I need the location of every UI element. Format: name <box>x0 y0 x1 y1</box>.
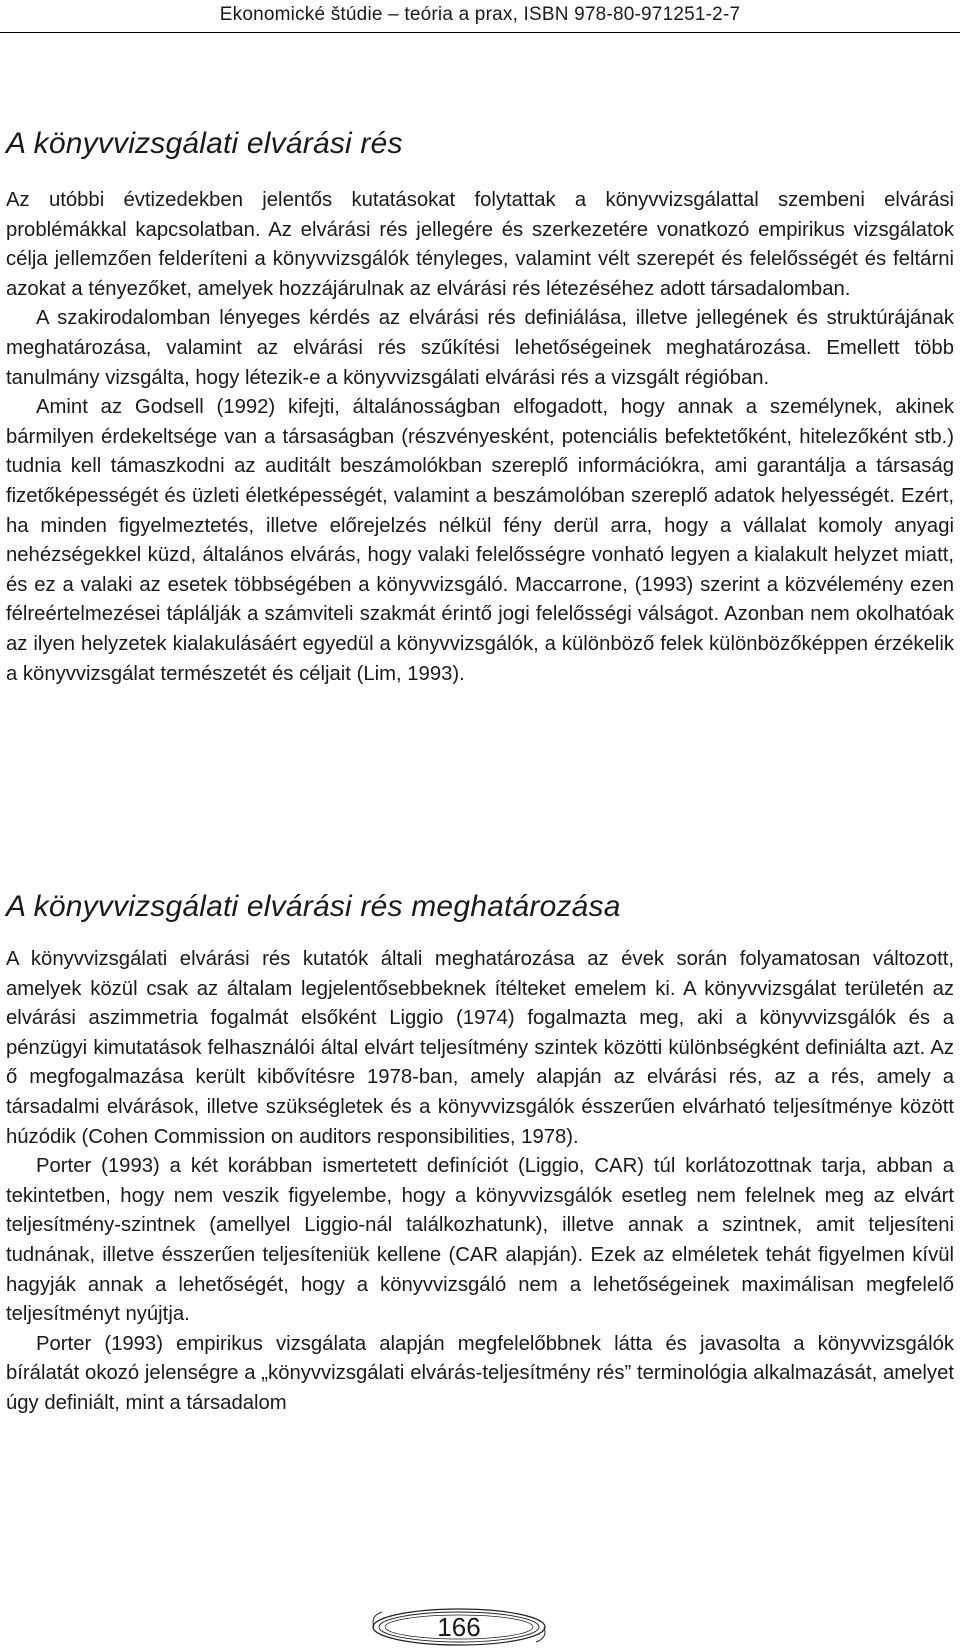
section-expectation-gap <box>6 125 954 689</box>
section-expectation-gap-definition <box>6 888 954 1419</box>
section-heading: A könyvvizsgálati elvárási rés <box>6 127 403 160</box>
running-header: Ekonomické štúdie – teória a prax, ISBN 978-80-971251-2-7 <box>219 4 741 25</box>
body-paragraph: A szakirodalomban lényeges kérdés az elvárási rés definiálása, illetve jellegének és struktúrájának meghatározása, valamint az elvárási rés szűkítési lehetőségeinek meghatározása. Emellett több tanulmány vizsgálta, hogy létezik-e a könyvvizsgálati elvárási rés a vizsgált régióban. <box>6 307 954 389</box>
body-paragraph: Porter (1993) empirikus vizsgálata alapján megfelelőbbnek látta és javasolta a könyvvizsgálók bírálatát okozó jelenségre a „könyvvizsgálati elvárás-teljesítmény rés” terminológia alkalmazását, amelyet úgy definiált, mint a társadalom <box>6 1332 954 1414</box>
body-paragraph: Az utóbbi évtizedekben jelentős kutatásokat folytattak a könyvvizsgálattal szembeni elvárási problémákkal kapcsolatban. Az elvárási rés jellegére és szerkezetére vonatkozó empirikus vizsgálatok célja jellemzően felderíteni a könyvvizsgálók tényleges, valamint vélt szerepét és felelősségét és feltárni azokat a tényezőket, amelyek hozzájárulnak az elvárási rés létezéséhez adott társadalomban. <box>6 189 954 300</box>
page-number-badge <box>368 1604 550 1648</box>
header-divider <box>0 32 960 33</box>
body-paragraph: A könyvvizsgálati elvárási rés kutatók általi meghatározása az évek során folyamatosan változott, amelyek közül csak az általam legjelentősebbeknek ítélteket emelem ki. A könyvvizsgálat területén az elvárási aszimmetria fogalmát elsőként Liggio (1974) fogalmazta meg, aki a könyvvizsgálók és a pénzügyi kimutatások felhasználói által elvárt teljesítmény szintek közötti különbségként definiálta azt. Az ő megfogalmazása került kibővítésre 1978-ban, amely alapján az elvárási rés, az a rés, amely a társadalmi elvárások, illetve szükségletek és a könyvvizsgálók ésszerűen elvárható teljesítménye között húzódik (Cohen Commission on auditors responsibilities, 1978). <box>6 948 954 1148</box>
body-paragraph: Porter (1993) a két korábban ismertetett definíciót (Liggio, CAR) túl korlátozottnak tarja, abban a tekintetben, hogy nem veszik figyelembe, hogy a könyvvizsgálók esetleg nem felelnek meg az elvárt teljesítmény-szintnek (amellyel Liggio-nál találkozhatunk), illetve annak a szintnek, amit teljesíteni tudnának, illetve ésszerűen teljesíteniük kellene (CAR alapján). Ezek az elméletek tehát figyelmen kívül hagyják annak a lehetőségét, hogy a könyvvizsgáló nem a lehetőségeinek maximálisan megfelelő teljesítményt nyújtja. <box>6 1155 954 1326</box>
body-paragraph: Amint az Godsell (1992) kifejti, általánosságban elfogadott, hogy annak a személynek, akinek bármilyen érdekeltsége van a társaságban (részvényesként, potenciális befektetőként, hitelezőként stb.) tudnia kell támaszkodni az auditált beszámolókban szereplő információkra, ami garantálja a társaság fizetőképességét és üzleti életképességét, valamint a beszámolóban szereplő adatok helyességét. Ezért, ha minden figyelmeztetés, illetve előrejelzés nélkül fény derül arra, hogy a vállalat komoly anyagi nehézségekkel küzd, általános elvárás, hogy valaki felelősségre vonható legyen a kialakult helyzet miatt, és ez a valaki az esetek többségében a könyvvizsgáló. Maccarrone, (1993) szerint a közvélemény ezen félreértelmezései táplálják a számviteli szakmát érintő jogi felelősségi válságot. Azonban nem okolhatóak az ilyen helyzetek kialakulásáért egyedül a könyvvizsgálók, a különböző felek különbözőképpen érzékelik a könyvvizsgálat természetét és céljait (Lim, 1993). <box>6 396 954 685</box>
section-heading: A könyvvizsgálati elvárási rés meghatározása <box>6 890 621 923</box>
page-number: 166 <box>437 1612 481 1642</box>
